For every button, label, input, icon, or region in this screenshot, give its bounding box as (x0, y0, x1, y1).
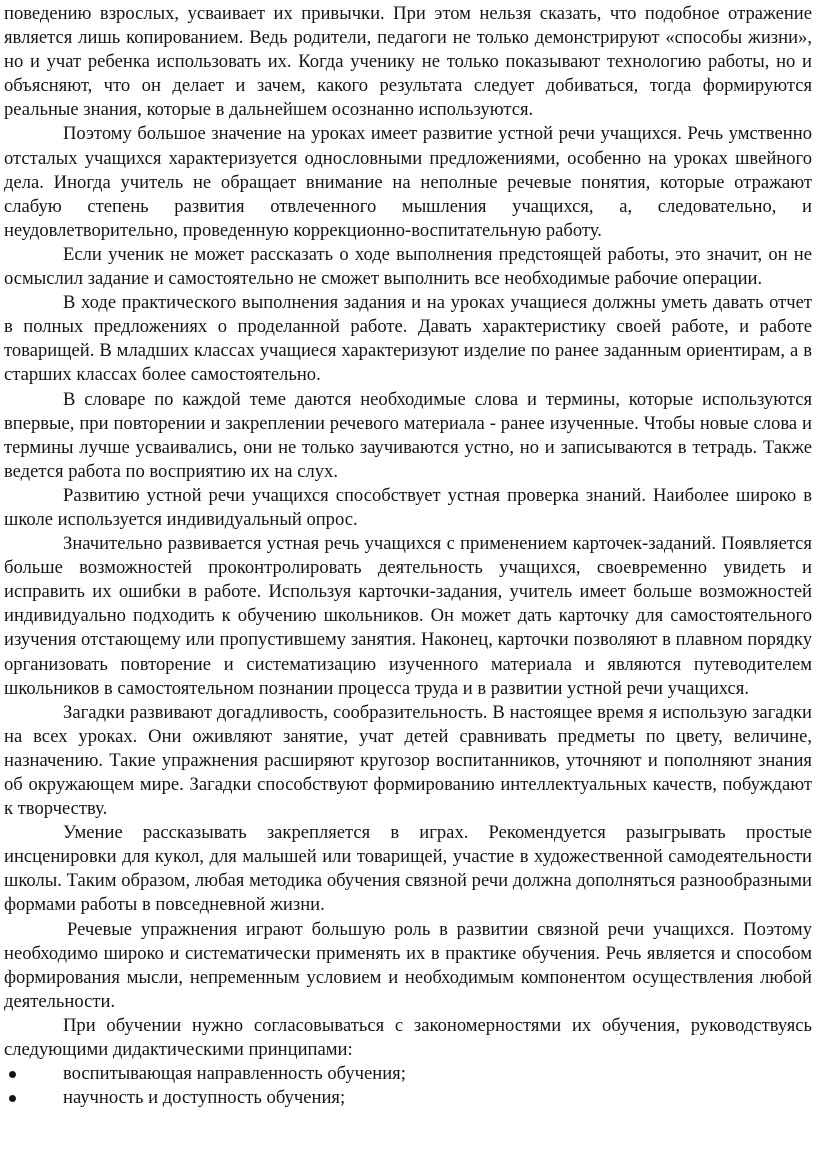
paragraph-speech-exercises: Речевые упражнения играют большую роль в развитии связной речи учащихся. Поэтому необходимо широко и систематически применять их в практике обучения. Речь является и способом формирования мысли, непременным условием и необходимым компонентом осуществления любой деятельности. (4, 918, 812, 1012)
paragraph-riddles: Загадки развивают догадливость, сообразительность. В настоящее время я использую загадки на всех уроках. Они оживляют занятие, учат детей сравнивать предметы по цвету, величине, назначению. Такие упражнения расширяют кругозор воспитанников, уточняют и пополняют знания об окружающем мире. Загадки способствуют формированию интеллектуальных качеств, побуждают к творчеству. (4, 701, 812, 820)
paragraph-games: Умение рассказывать закрепляется в играх. Рекомендуется разыгрывать простые инсценировки для кукол, для малышей или товарищей, участие в художественной самодеятельности школы. Таким образом, любая методика обучения связной речи должна дополняться разнообразными формами работы в повседневной жизни. (4, 822, 812, 916)
bullet-icon (9, 1095, 16, 1102)
paragraph-didactic-principles: При обучении нужно согласовываться с закономерностями их обучения, руководствуясь следующими дидактическими принципами: (4, 1014, 812, 1061)
principles-list (4, 1062, 812, 1110)
paragraph-oral-check: Развитию устной речи учащихся способствует устная проверка знаний. Наиболее широко в школе используется индивидуальный опрос. (4, 484, 812, 530)
list-item (4, 1086, 812, 1110)
paragraph-student-explanation: Если ученик не может рассказать о ходе выполнения предстоящей работы, это значит, он не осмыслил задание и самостоятельно не сможет выполнить все необходимые рабочие операции. (4, 243, 812, 290)
paragraph-task-cards: Значительно развивается устная речь учащихся с применением карточек-заданий. Появляется больше возможностей проконтролировать деятельность учащихся, своевременно увидеть и исправить их ошибки в работе. Используя карточки-задания, учитель имеет больше возможностей индивидуально подходить к обучению школьников. Он может дать карточку для самостоятельного изучения отстающему или пропустившему занятия. Наконец, карточки позволяют в плавном порядку организовать повторение и систематизацию изученного материала и являются путеводителем школьников в самостоятельном познании процесса труда и в развитии устной речи учащихся. (4, 533, 812, 699)
list-item (4, 1062, 812, 1086)
paragraph-vocabulary: В словаре по каждой теме даются необходимые слова и термины, которые используются впервые, при повторении и закреплении речевого материала - ранее изученные. Чтобы новые слова и термины лучше усваивались, они не только заучиваются устно, но и записываются в тетрадь. Также ведется работа по восприятию их на слух. (4, 388, 812, 482)
paragraph-continuation: поведению взрослых, усваивает их привычки. При этом нельзя сказать, что подобное отражение является лишь копированием. Ведь родители, педагоги не только демонстрируют «способы жизни», но и учат ребенка использовать их. Когда ученику не только показывают технологию работы, но и объясняют, что он делает и зачем, какого результата следует добиваться, тогда формируются реальные знания, которые в дальнейшем осознанно используются. (4, 3, 812, 121)
list-item-text: научность и доступность обучения; (63, 1087, 346, 1109)
paragraph-practical-task: В ходе практического выполнения задания и на уроках учащиеся должны уметь давать отчет в полных предложениях о проделанной работе. Давать характеристику своей работе, и работе товарищей. В младших классах учащиеся характеризуют изделие по ранее заданным ориентирам, а в старших классах более самостоятельно. (4, 292, 812, 386)
paragraph-oral-speech: Поэтому большое значение на уроках имеет развитие устной речи учащихся. Речь умственно отсталых учащихся характеризуется однословными предложениями, особенно на уроках швейного дела. Иногда учитель не обращает внимание на неполные речевые понятия, которые отражают слабую степень развития отвлеченного мышления учащихся, а, следовательно, и неудовлетворительно, проведенную коррекционно-воспитательную работу. (4, 123, 812, 241)
bullet-icon (9, 1071, 16, 1078)
list-item-text: воспитывающая направленность обучения; (63, 1063, 406, 1085)
